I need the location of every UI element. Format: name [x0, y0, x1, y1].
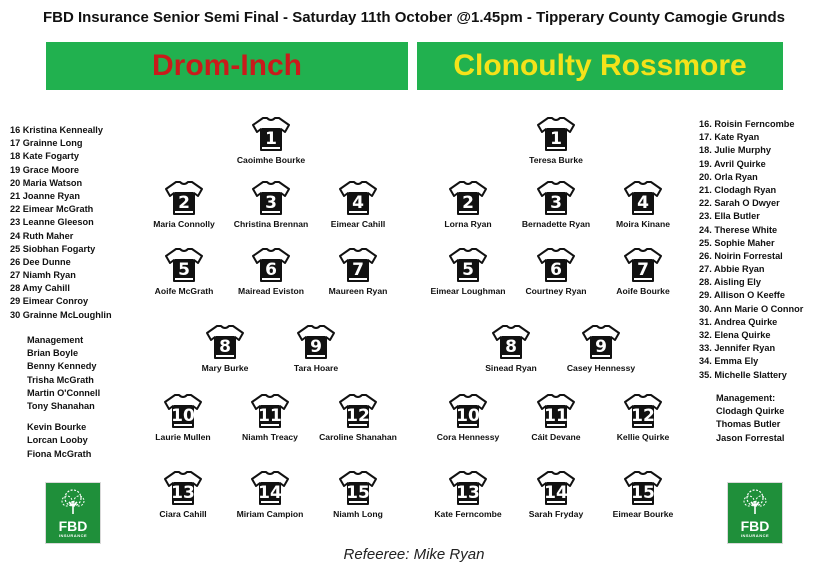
jersey-icon — [536, 247, 576, 283]
jersey-number: 8 — [219, 337, 231, 357]
left-sub-item: 24 Ruth Maher — [10, 230, 74, 241]
jersey-icon — [581, 324, 621, 360]
left-sub-item: 20 Maria Watson — [10, 177, 83, 188]
jersey-icon — [536, 180, 576, 216]
left-manager: Trisha McGrath — [27, 374, 94, 385]
jersey-number: 1 — [265, 129, 277, 149]
right-player-1 — [501, 116, 611, 165]
jersey-number: 6 — [550, 260, 562, 280]
jersey-icon — [491, 324, 531, 360]
jersey-number: 4 — [637, 193, 649, 213]
tree-icon — [740, 489, 770, 515]
jersey-number: 2 — [462, 193, 474, 213]
jersey-number: 7 — [637, 260, 649, 280]
jersey-icon — [163, 470, 203, 506]
jersey-number: 12 — [346, 406, 370, 426]
player-name: Niamh Long — [333, 509, 383, 519]
player-name: Mairead Eviston — [238, 286, 304, 296]
jersey-icon — [338, 393, 378, 429]
jersey-number: 15 — [631, 483, 655, 503]
jersey-number: 14 — [544, 483, 568, 503]
logo-text: FBD — [740, 518, 770, 534]
left-manager: Lorcan Looby — [27, 435, 88, 446]
player-name: Mary Burke — [201, 363, 249, 373]
jersey-icon — [536, 393, 576, 429]
logo-subtext: INSURANCE — [58, 533, 88, 538]
right-player-4 — [588, 180, 698, 229]
right-sub-item: 33. Jennifer Ryan — [699, 343, 776, 354]
left-sub-item: 19 Grace Moore — [10, 164, 79, 175]
jersey-icon — [623, 393, 663, 429]
jersey-icon — [164, 180, 204, 216]
player-name: Courtney Ryan — [525, 286, 587, 296]
left-sub-item: 17 Grainne Long — [10, 138, 83, 149]
referee-line: Refeeree: Mike Ryan — [343, 546, 485, 563]
right-player-15 — [588, 470, 698, 519]
jersey-icon — [536, 116, 576, 152]
jersey-number: 9 — [310, 337, 322, 357]
left-sub-item: 25 Siobhan Fogarty — [10, 243, 96, 254]
right-manager: Clodagh Quirke — [716, 406, 785, 417]
left-sub-item: 18 Kate Fogarty — [10, 151, 79, 162]
jersey-icon — [251, 116, 291, 152]
logo-subtext: INSURANCE — [740, 533, 770, 538]
right-manager: Jason Forrestal — [716, 432, 785, 443]
right-sub-item: 35. Michelle Slattery — [699, 369, 787, 380]
left-manager: Benny Kennedy — [27, 361, 97, 372]
jersey-number: 9 — [595, 337, 607, 357]
left-sub-item: 23 Leanne Gleeson — [10, 217, 94, 228]
jersey-icon — [251, 247, 291, 283]
left-player-4 — [303, 180, 413, 229]
player-name: Tara Hoare — [293, 363, 339, 373]
jersey-number: 5 — [178, 260, 190, 280]
jersey-number: 10 — [456, 406, 480, 426]
logo-text: FBD — [58, 518, 88, 534]
left-manager: Kevin Bourke — [27, 422, 87, 433]
left-player-9 — [261, 324, 371, 373]
player-name: Miriam Campion — [236, 509, 304, 519]
jersey-number: 13 — [456, 483, 480, 503]
left-subs-list — [10, 124, 112, 322]
player-name: Moira Kinane — [616, 219, 670, 229]
right-player-7 — [588, 247, 698, 296]
right-management — [716, 392, 784, 445]
jersey-number: 7 — [352, 260, 364, 280]
right-sub-item: 19. Avril Quirke — [699, 158, 766, 169]
right-sub-item: 30. Ann Marie O Connor — [699, 303, 804, 314]
player-name: Kate Ferncombe — [434, 509, 502, 519]
team-banner-right: Clonoulty Rossmore — [417, 42, 783, 90]
right-subs-list — [699, 118, 803, 382]
right-player-12 — [588, 393, 698, 442]
player-name: Eimear Bourke — [612, 509, 674, 519]
left-sub-item: 22 Eimear McGrath — [10, 204, 94, 215]
jersey-icon — [338, 180, 378, 216]
jersey-icon — [250, 470, 290, 506]
right-sub-item: 24. Therese White — [699, 224, 778, 235]
player-name: Casey Hennessy — [566, 363, 636, 373]
right-sub-item: 21. Clodagh Ryan — [699, 184, 777, 195]
player-name: Aoife Bourke — [616, 286, 670, 296]
jersey-icon — [296, 324, 336, 360]
right-sub-item: 26. Noirin Forrestal — [699, 250, 783, 261]
right-sub-item: 23. Ella Butler — [699, 211, 760, 222]
jersey-icon — [338, 247, 378, 283]
jersey-number: 12 — [631, 406, 655, 426]
jersey-number: 2 — [178, 193, 190, 213]
jersey-icon — [164, 247, 204, 283]
player-name: Lorna Ryan — [444, 219, 492, 229]
player-name: Maureen Ryan — [328, 286, 388, 296]
left-management-label: Management — [27, 335, 84, 345]
left-player-1 — [216, 116, 326, 165]
left-player-12 — [303, 393, 413, 442]
jersey-icon — [163, 393, 203, 429]
jersey-icon — [536, 470, 576, 506]
player-name: Laurie Mullen — [155, 432, 211, 442]
player-name: Kellie Quirke — [616, 432, 670, 442]
left-sub-item: 27 Niamh Ryan — [10, 270, 76, 281]
left-sub-item: 29 Eimear Conroy — [10, 296, 89, 307]
jersey-number: 3 — [265, 193, 277, 213]
player-name: Cáit Devane — [531, 432, 581, 442]
tree-icon — [58, 489, 88, 515]
player-name: Cora Hennessy — [436, 432, 500, 442]
jersey-number: 5 — [462, 260, 474, 280]
player-name: Sarah Fryday — [528, 509, 584, 519]
player-name: Maria Connolly — [153, 219, 215, 229]
jersey-number: 10 — [171, 406, 195, 426]
player-name: Teresa Burke — [529, 155, 583, 165]
jersey-icon — [448, 393, 488, 429]
player-name: Aoife McGrath — [154, 286, 214, 296]
left-sub-item: 16 Kristina Kenneally — [10, 125, 103, 135]
jersey-number: 11 — [544, 406, 568, 426]
fbd-logo-right — [727, 482, 783, 544]
player-name: Eimear Loughman — [430, 286, 506, 296]
right-manager: Thomas Butler — [716, 419, 781, 430]
jersey-icon — [623, 470, 663, 506]
left-manager: Tony Shanahan — [27, 400, 95, 411]
jersey-icon — [623, 247, 663, 283]
left-sub-item: 30 Grainne McLoughlin — [10, 309, 112, 320]
jersey-icon — [448, 180, 488, 216]
right-sub-item: 27. Abbie Ryan — [699, 264, 765, 275]
right-sub-item: 25. Sophie Maher — [699, 237, 775, 248]
player-name: Ciara Cahill — [159, 509, 207, 519]
left-manager: Martin O'Connell — [27, 387, 101, 398]
player-name: Sinead Ryan — [485, 363, 537, 373]
player-name: Caoimhe Bourke — [236, 155, 306, 165]
jersey-icon — [338, 470, 378, 506]
right-sub-item: 29. Allison O Keeffe — [699, 290, 785, 301]
jersey-number: 8 — [505, 337, 517, 357]
jersey-number: 3 — [550, 193, 562, 213]
team-banner-left: Drom-Inch — [46, 42, 408, 90]
right-sub-item: 18. Julie Murphy — [699, 145, 771, 156]
jersey-icon — [205, 324, 245, 360]
jersey-icon — [448, 470, 488, 506]
player-name: Eimear Cahill — [330, 219, 386, 229]
left-manager: Brian Boyle — [27, 348, 79, 359]
player-name: Niamh Treacy — [242, 432, 298, 442]
left-player-15 — [303, 470, 413, 519]
jersey-number: 14 — [258, 483, 282, 503]
jersey-icon — [251, 180, 291, 216]
jersey-icon — [250, 393, 290, 429]
right-sub-item: 32. Elena Quirke — [699, 330, 771, 340]
left-sub-item: 21 Joanne Ryan — [10, 190, 80, 201]
player-name: Caroline Shanahan — [319, 432, 397, 442]
jersey-number: 1 — [550, 129, 562, 149]
right-sub-item: 34. Emma Ely — [699, 356, 759, 367]
right-sub-item: 20. Orla Ryan — [699, 171, 758, 182]
jersey-icon — [623, 180, 663, 216]
right-management-label: Management: — [716, 393, 776, 403]
right-player-9 — [546, 324, 656, 373]
fbd-logo-left — [45, 482, 101, 544]
player-name: Christina Brennan — [233, 219, 309, 229]
left-sub-item: 26 Dee Dunne — [10, 256, 71, 267]
right-sub-item: 31. Andrea Quirke — [699, 316, 778, 327]
left-sub-item: 28 Amy Cahill — [10, 283, 70, 294]
jersey-number: 6 — [265, 260, 277, 280]
jersey-number: 4 — [352, 193, 364, 213]
left-player-7 — [303, 247, 413, 296]
jersey-icon — [448, 247, 488, 283]
jersey-number: 15 — [346, 483, 370, 503]
right-sub-item: 28. Aisling Ely — [699, 277, 761, 288]
left-management — [27, 334, 100, 461]
page-title: FBD Insurance Senior Semi Final - Saturday 11th October @1.45pm - Tipperary County Camogie Grunds — [42, 9, 786, 26]
left-manager: Fiona McGrath — [27, 448, 92, 459]
right-sub-item: 17. Kate Ryan — [699, 132, 760, 143]
jersey-number: 13 — [171, 483, 195, 503]
right-sub-item: 16. Roisin Ferncombe — [699, 119, 795, 129]
right-sub-item: 22. Sarah O Dwyer — [699, 198, 780, 209]
player-name: Bernadette Ryan — [521, 219, 591, 229]
jersey-number: 11 — [258, 406, 282, 426]
